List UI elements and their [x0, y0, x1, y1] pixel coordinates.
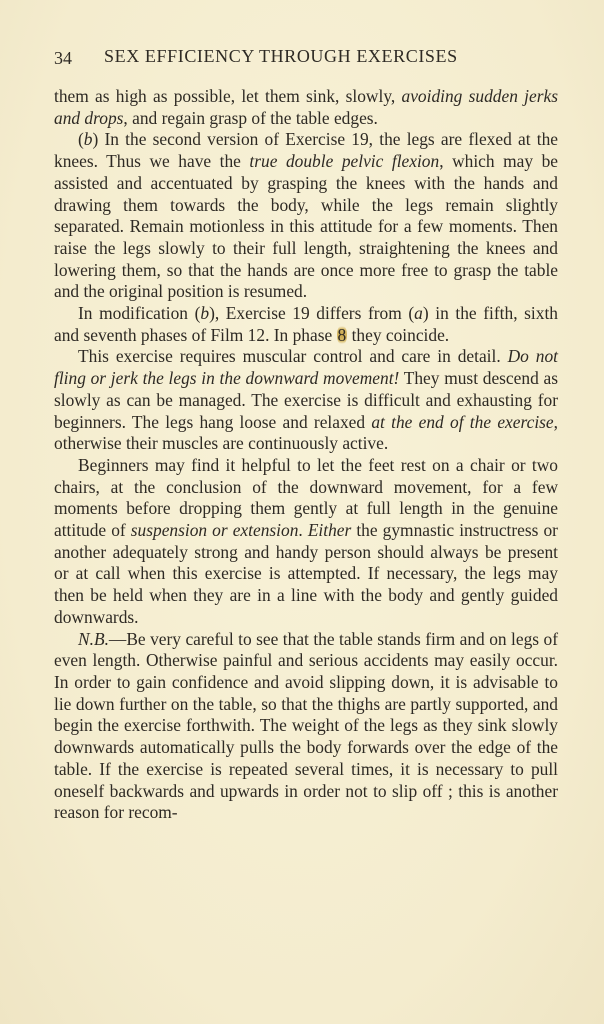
page-header — [54, 46, 558, 72]
text-run: ) In the second version of Exercise 19, the legs are flexed at the knees. Thus we have the — [54, 129, 558, 172]
text-run: them as high as possible, let them sink, slowly, — [54, 86, 402, 106]
text-run: In modification ( — [78, 303, 201, 324]
paragraph-nota-bene — [54, 629, 558, 824]
emphasis: true double pelvic flexion — [249, 151, 440, 172]
body-text — [54, 86, 558, 824]
emphasis: suspension or extension — [130, 520, 299, 541]
text-run: , which may be assisted and accentuated by grasping the knees with the hands and drawing them towards the body, while the legs remain slightly separated. Remain motionless in this attitude for a few moments. Then raise the legs slowly to their full length, straightening the knees and lowering them, so that the hands are once more free to grasp the table and the original position is resumed. — [54, 151, 558, 302]
phase-number: 8 — [337, 324, 347, 345]
text-run: ( — [78, 129, 84, 150]
text-run: they coincide. — [347, 324, 450, 345]
emphasis: Either — [307, 520, 352, 541]
text-run: . — [298, 520, 308, 541]
page-number: 34 — [54, 48, 72, 68]
text-run: ) in the fifth, sixth and seventh phases of Film 12. In phase — [54, 303, 558, 345]
text-run: They must descend as slowly as can be managed. The exercise is difficult and exhausting for beginners. The legs hang loose and relaxed — [54, 368, 558, 432]
text-run: —Be very careful to see that the table stands firm and on legs of even length. Otherwise painful and serious accidents may easily occur. In order to gain confidence and avoid slipping down, it is advisable to lie down further on the table, so that the thighs are partly supported, and begin the exercise forthwith. The weight of the legs as they sink slowly downwards automatically pulls the body forwards over the edge of the table. If the exercise is repeated several times, it is necessary to pull oneself backwards and upwards in order not to slip off ; this is another reason for recom- — [54, 628, 558, 823]
text-run: This exercise requires muscular control and care in detail. — [78, 346, 508, 367]
emphasis: b — [200, 303, 210, 324]
paragraph-continuation — [54, 86, 558, 129]
emphasis: b — [83, 129, 93, 150]
paragraph-beginners — [54, 455, 558, 629]
emphasis: N.B. — [78, 628, 109, 649]
paragraph-modification — [54, 303, 558, 346]
emphasis: a — [414, 303, 423, 324]
text-run: Beginners may find it helpful to let the feet rest on a chair or two chairs, at the conclusion of the downward movement, for a few moments before dropping them gently at full length in the genuine attitude of — [54, 454, 558, 541]
text-run: , and regain grasp of the table edges. — [123, 107, 378, 128]
text-run: , otherwise their muscles are continuously active. — [54, 411, 558, 454]
emphasis: avoiding sudden jerks and drops — [54, 86, 558, 128]
running-head: SEX EFFICIENCY THROUGH EXERCISES — [104, 46, 458, 66]
text-run: the gymnastic instructress or another adequately strong and handy person should always be present or at call when this exercise is attempted. If necessary, the legs may then be held when they are in a line with the body and gently guided downwards. — [54, 520, 558, 627]
emphasis: Do not fling or jerk the legs in the downward movement! — [54, 346, 558, 389]
paragraph-muscular-control — [54, 346, 558, 455]
paragraph-second-version — [54, 129, 558, 303]
emphasis: at the end of the exercise — [371, 411, 554, 432]
text-run: ), Exercise 19 differs from ( — [209, 303, 415, 324]
